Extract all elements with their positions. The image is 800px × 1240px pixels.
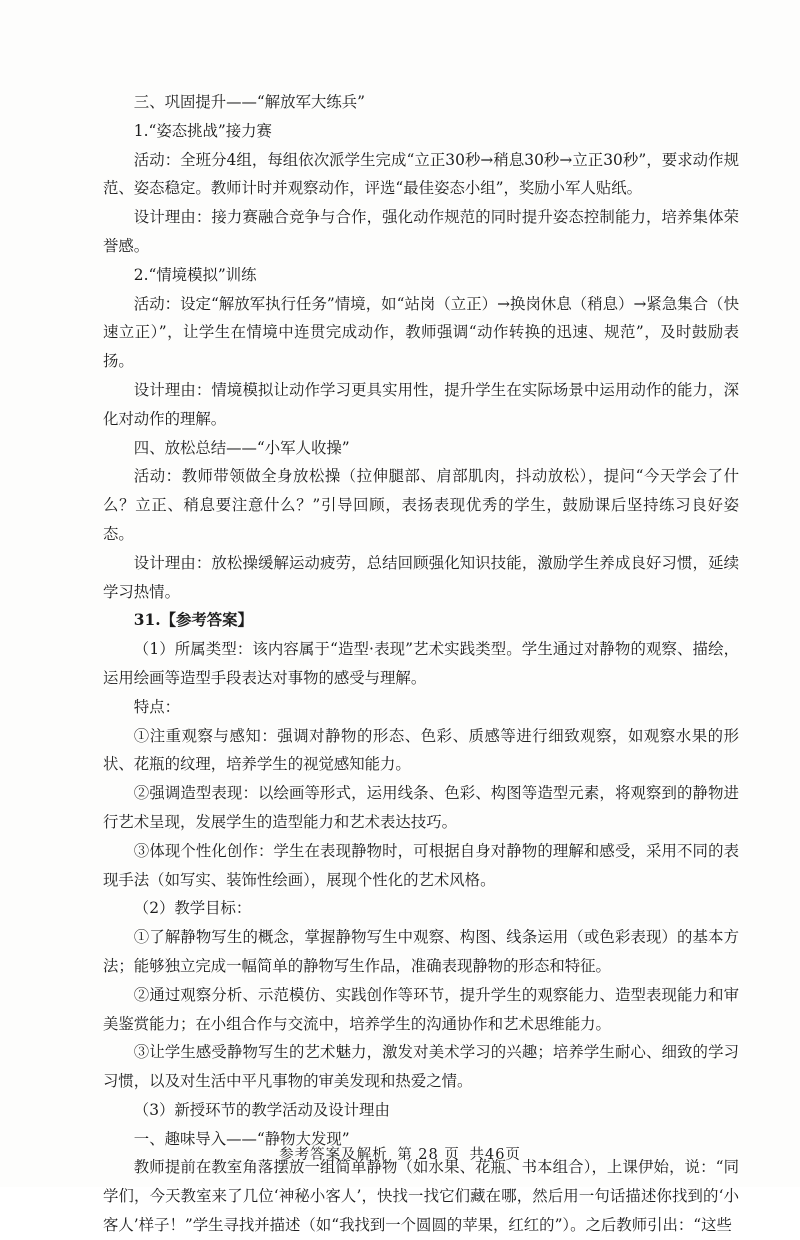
paragraph: （3）新授环节的教学活动及设计理由	[133, 1100, 390, 1119]
paragraph: 1.“姿态挑战”接力赛	[133, 121, 272, 140]
footer-total-pages: 共46页	[469, 1147, 521, 1163]
paragraph: ②通过观察分析、示范模仿、实践创作等环节，提升学生的观察能力、造型表现能力和审美鉴赏能力；在小组合作与交流中，培养学生的沟通协作和艺术思维能力。	[103, 985, 739, 1033]
paragraph: ③体现个性化创作：学生在表现静物时，可根据自身对静物的理解和感受，采用不同的表现手法（如写实、装饰性绘画），展现个性化的艺术风格。	[103, 841, 739, 889]
paragraph: ①了解静物写生的概念，掌握静物写生中观察、构图、线条运用（或色彩表现）的基本方法；能够独立完成一幅简单的静物写生作品，准确表现静物的形态和特征。	[103, 928, 739, 975]
paragraph: 活动：全班分4组，每组依次派学生完成“立正30秒→稍息30秒→立正30秒”，要求动作规范、姿态稳定。教师计时并观察动作，评选“最佳姿态小组”，奖励小军人贴纸。	[103, 150, 739, 198]
paragraph: 一、趣味导入——“静物大发现”	[133, 1129, 350, 1148]
paragraph: 活动：教师带领做全身放松操（拉伸腿部、肩部肌肉，抖动放松），提问“今天学会了什么？立正、稍息要注意什么？”引导回顾，表扬表现优秀的学生，鼓励课后坚持练习良好姿态。	[103, 467, 739, 543]
paragraph: 教师提前在教室角落摆放一组简单静物（如水果、花瓶、书本组合），上课伊始，说：“同学们，今天教室来了几位‘神秘小客人’，快找一找它们藏在哪，然后用一句话描述你找到的‘小客人’样子！”学生寻找并描述（如“我找到一个圆圆的苹果，红红的”）。之后教师引出：“这些	[103, 1158, 739, 1235]
paragraph: 活动：设定“解放军执行任务”情境，如“站岗（立正）→换岗休息（稍息）→紧急集合（快速立正）”，让学生在情境中连贯完成动作，教师强调“动作转换的迅速、规范”，及时鼓励表扬。	[103, 294, 739, 371]
paragraph: 三、巩固提升——“解放军大练兵”	[133, 93, 366, 111]
footer-page-number: 第 28 页	[397, 1147, 460, 1163]
paragraph: （1）所属类型：该内容属于“造型·表现”艺术实践类型。学生通过对静物的观察、描绘，运用绘画等造型手段表达对事物的感受与理解。	[103, 640, 739, 687]
paragraph: 设计理由：情境模拟让动作学习更具实用性，提升学生在实际场景中运用动作的能力，深化对动作的理解。	[103, 380, 739, 428]
answer-body	[103, 88, 739, 1240]
paragraph: 设计理由：接力赛融合竞争与合作，强化动作规范的同时提升姿态控制能力，培养集体荣誉感。	[103, 208, 739, 255]
footer-book-title: 参考答案及解析	[279, 1147, 388, 1163]
paragraph: 四、放松总结——“小军人收操”	[133, 438, 350, 457]
paragraph: 特点：	[133, 697, 180, 716]
paragraph: 31.【参考答案】	[133, 611, 253, 630]
paragraph: （2）教学目标：	[133, 899, 252, 918]
paragraph: ①注重观察与感知：强调对静物的形态、色彩、质感等进行细致观察，如观察水果的形状、花瓶的纹理，培养学生的视觉感知能力。	[103, 726, 739, 774]
paragraph: ③让学生感受静物写生的艺术魅力，激发对美术学习的兴趣；培养学生耐心、细致的学习习惯，以及对生活中平凡事物的审美发现和热爱之情。	[103, 1043, 739, 1091]
paragraph: 设计理由：放松操缓解运动疲劳，总结回顾强化知识技能，激励学生养成良好习惯，延续学习热情。	[103, 553, 739, 601]
paragraph: ②强调造型表现：以绘画等形式，运用线条、色彩、构图等造型元素，将观察到的静物进行艺术呈现，发展学生的造型能力和艺术表达技巧。	[103, 784, 739, 831]
page-footer	[0, 1143, 800, 1164]
paragraph: 2.“情境模拟”训练	[133, 265, 257, 284]
